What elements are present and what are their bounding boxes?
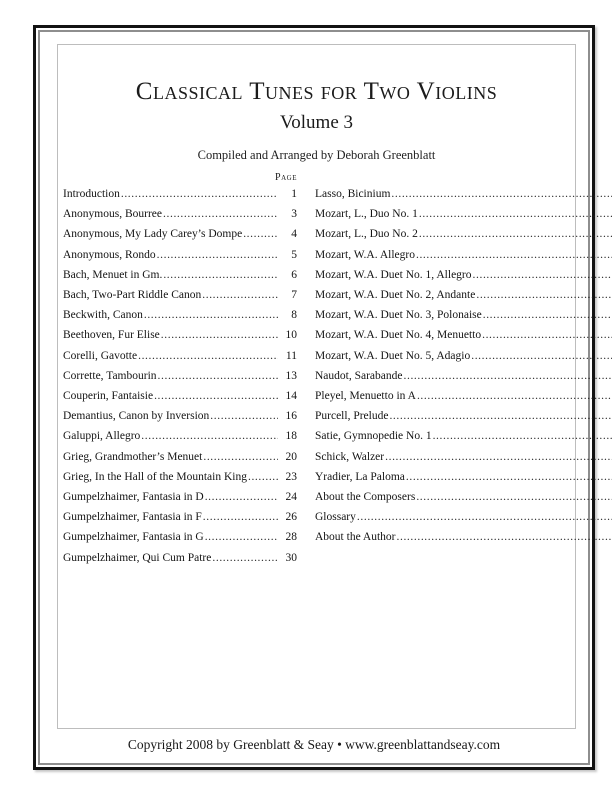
toc-entry-title: Bach, Menuet in Gm. [63,268,163,281]
toc-entry [315,487,612,507]
toc-entry-page-number: 3 [291,208,297,221]
toc-entry-title: Gumpelzhaimer, Qui Cum Patre [63,551,212,564]
toc-entry-page-number: 10 [285,329,297,342]
toc-entry [63,346,297,366]
page-column-header-left: Page [275,172,297,183]
dot-leader [248,467,278,487]
toc-entry-title: Grieg, In the Hall of the Mountain King [63,470,247,483]
dot-leader [419,224,612,244]
toc-entry [63,447,297,467]
toc-entry [63,366,297,386]
toc-entry-title: Galuppi, Allegro [63,430,141,443]
toc-entry-title: Mozart, W.A. Duet No. 5, Adagio [315,349,471,362]
toc-entry [315,224,612,244]
toc-entry [63,184,297,204]
toc-entry-title: Mozart, L., Duo No. 1 [315,208,418,221]
toc-entry-page-number: 1 [291,188,297,200]
dot-leader [163,265,278,285]
byline: Compiled and Arranged by Deborah Greenblatt [197,148,436,162]
dot-leader [158,366,278,386]
toc-column-right [315,171,612,568]
toc-rows-left [63,184,297,568]
dot-leader [212,548,278,568]
dot-leader [482,325,612,345]
toc-entry-page-number: 13 [285,369,297,382]
toc-entry [63,467,297,487]
toc-entry [315,366,612,386]
toc-entry [63,548,297,568]
toc-entry-title: Mozart, W.A. Duet No. 2, Andante [315,289,476,302]
dot-leader [433,426,612,446]
toc-entry-title: Corrette, Tambourin [63,369,157,382]
dot-leader [389,406,612,426]
toc-entry-title: Gumpelzhaimer, Fantasia in F [63,511,202,524]
toc-entry [315,406,612,426]
toc-entry-title: Mozart, W.A. Allegro [315,248,415,261]
toc-entry-title: Anonymous, Rondo [63,248,156,261]
toc-entry [315,184,612,204]
dot-leader [203,447,278,467]
toc-entry [63,305,297,325]
dot-leader [391,184,612,204]
copyright-line: Copyright 2008 by Greenblatt & Seay • www.greenblattandseay.com [127,737,501,752]
dot-leader [357,507,612,527]
toc-entry-title: Purcell, Prelude [315,410,389,423]
toc-entry-page-number: 28 [285,531,297,544]
dot-leader [476,285,612,305]
toc-entry [315,265,612,285]
toc-entry [63,507,297,527]
toc-entry-page-number: 20 [285,450,297,463]
dot-leader [205,527,278,547]
dot-leader [416,487,612,507]
toc-entry [315,447,612,467]
toc-entry-title: About the Composers [315,491,416,504]
toc-entry-page-number: 30 [285,551,297,564]
toc-entry [63,224,297,244]
toc-entry [63,386,297,406]
toc-entry-page-number: 14 [285,390,297,403]
dot-leader [417,386,612,406]
dot-leader [205,487,278,507]
dot-leader [163,204,278,224]
toc-entry [63,426,297,446]
dot-leader [203,507,278,527]
volume-subtitle: Volume 3 [279,112,353,133]
toc-entry-title: Bach, Two-Part Riddle Canon [63,289,202,302]
dot-leader [141,426,278,446]
page-title: Classical Tunes for Two Violins [135,78,498,105]
toc-entry-title: Anonymous, My Lady Carey’s Dompe [63,228,243,241]
toc-entry [315,467,612,487]
toc-entry-page-number: 24 [285,491,297,504]
toc-entry [63,245,297,265]
toc-entry-title: Schick, Walzer [315,450,385,463]
dot-leader [144,305,278,325]
toc-entry [63,406,297,426]
dot-leader [385,447,612,467]
toc-entry [315,527,612,547]
toc-entry [315,386,612,406]
toc-entry-title: Mozart, L., Duo No. 2 [315,228,418,241]
toc-entry-page-number: 7 [291,289,297,302]
toc-entry-title: Mozart, W.A. Duet No. 1, Allegro [315,268,472,281]
dot-leader [243,224,278,244]
toc-entry-page-number: 11 [285,349,297,362]
dot-leader [473,265,612,285]
dot-leader [138,346,278,366]
toc-entry-title: Couperin, Fantaisie [63,390,154,403]
toc-entry [315,285,612,305]
toc-entry [315,305,612,325]
toc-entry [63,487,297,507]
dot-leader [210,406,278,426]
toc-entry-title: Yradier, La Paloma [315,470,405,483]
dot-leader [416,245,612,265]
toc-entry-title: Demantius, Canon by Inversion [63,410,210,423]
dot-leader [404,366,612,386]
toc-entry [315,204,612,224]
toc-entry [315,507,612,527]
toc-entry-title: Naudot, Sarabande [315,369,403,382]
toc-entry-title: Pleyel, Menuetto in A [315,390,416,403]
dot-leader [161,325,278,345]
toc-entry-title: Beethoven, Fur Elise [63,329,160,342]
toc-entry-title: Corelli, Gavotte [63,349,138,362]
toc-entry-title: Mozart, W.A. Duet No. 4, Menuetto [315,329,482,342]
toc-entry [63,285,297,305]
dot-leader [483,305,612,325]
toc-entry [315,346,612,366]
dot-leader [121,184,278,204]
toc-entry [315,426,612,446]
toc-entry-title: Grieg, Grandmother’s Menuet [63,450,203,463]
toc-entry-title: About the Author [315,531,396,544]
toc-entry-page-number: 4 [291,228,297,241]
dot-leader [419,204,612,224]
toc-entry-page-number: 18 [285,430,297,443]
page-column-header-right [315,171,612,184]
toc-entry-page-number: 23 [285,470,297,483]
toc-entry-title: Gumpelzhaimer, Fantasia in G [63,531,204,544]
toc-entry-title: Lasso, Bicinium [315,188,391,200]
toc-entry-page-number: 26 [285,511,297,524]
dot-leader [406,467,612,487]
toc-rows-right [315,184,612,548]
toc-entry-title: Anonymous, Bourree [63,208,163,221]
toc-entry-page-number: 8 [291,309,297,322]
toc-entry-title: Introduction [63,188,120,200]
toc-entry-title: Beckwith, Canon [63,309,143,322]
toc-column-left [63,171,297,568]
toc-entry [63,527,297,547]
toc-columns [63,171,564,568]
toc-entry [63,325,297,345]
toc-entry-page-number: 16 [285,410,297,423]
toc-entry-title: Mozart, W.A. Duet No. 3, Polonaise [315,309,482,322]
dot-leader [157,245,278,265]
toc-entry-page-number: 5 [291,248,297,261]
dot-leader [471,346,612,366]
dot-leader [154,386,278,406]
toc-entry-page-number: 6 [291,268,297,281]
toc-entry [63,265,297,285]
content-border-box [57,44,576,729]
dot-leader [202,285,278,305]
toc-entry-title: Satie, Gymnopedie No. 1 [315,430,432,443]
toc-entry [63,204,297,224]
toc-entry-title: Gumpelzhaimer, Fantasia in D [63,491,204,504]
toc-entry [315,325,612,345]
dot-leader [397,527,612,547]
toc-entry [315,245,612,265]
toc-entry-title: Glossary [315,511,356,524]
